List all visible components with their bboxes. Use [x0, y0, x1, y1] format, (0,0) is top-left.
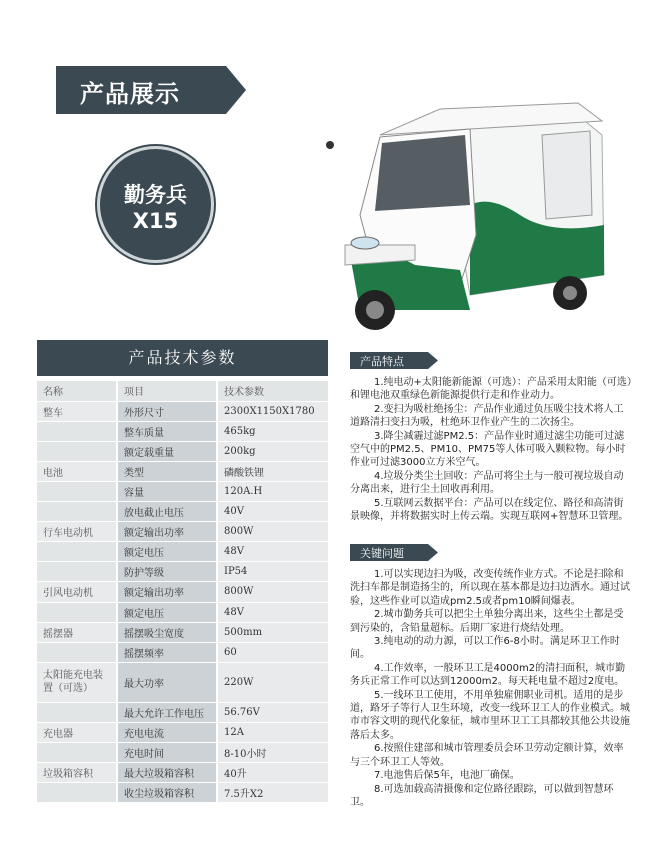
spec-item: 最大功率 [117, 662, 217, 702]
spec-item: 放电截止电压 [117, 502, 217, 522]
spec-row [37, 722, 328, 742]
issues-header [350, 544, 438, 561]
spec-category [37, 562, 117, 582]
spec-item: 摇摆频率 [117, 642, 217, 662]
features-item: 2.变扫为吸杜绝扬尘：产品作业通过负压吸尘技术将人工道路清扫变扫为吸，杜绝环卫作业产生的二次扬尘。 [350, 403, 624, 429]
spec-category: 电池 [37, 461, 117, 481]
spec-row [37, 622, 328, 642]
spec-item: 额定电压 [117, 602, 217, 622]
spec-item: 最大允许工作电压 [117, 702, 217, 722]
spec-item: 防护等级 [117, 562, 217, 582]
spec-row [37, 642, 328, 662]
spec-item: 额定电压 [117, 542, 217, 562]
spec-header-value: 技术参数 [217, 381, 328, 401]
issues-item: 7.电池售后保5年，电池厂确保。 [374, 770, 520, 782]
spec-row [37, 602, 328, 622]
spec-row [37, 582, 328, 602]
spec-item: 整车质量 [117, 421, 217, 441]
features-item: 3.降尘减霾过滤PM2.5：产品作业时通过滤尘功能可过滤空气中的PM2.5、PM10、PM75等人体可吸入颗粒物。每小时作业可过滤3000立方米空气。 [350, 430, 626, 469]
spec-category: 充电器 [37, 722, 117, 742]
product-model: X15 [132, 209, 179, 233]
spec-item: 额定输出功率 [117, 522, 217, 542]
issues-item: 1.可以实现边扫为吸，改变传统作业方式。不论是扫除和洗扫车都是制造扬尘的，所以现在基本都是边扫边洒水。通过试验，这些作业可以造成pm2.5或者pm10瞬间爆表。 [350, 569, 630, 607]
spec-category: 摇摆器 [37, 622, 117, 642]
issues-title: 关键问题 [360, 547, 404, 560]
spec-category [37, 783, 117, 803]
spec-value: 2300X1150X1780 [217, 401, 328, 421]
features-header [350, 352, 438, 369]
spec-item: 额定输出功率 [117, 582, 217, 602]
spec-row [37, 461, 328, 481]
spec-value: 800W [217, 522, 328, 542]
spec-row [37, 702, 328, 722]
spec-row [37, 542, 328, 562]
spec-category [37, 542, 117, 562]
spec-item: 类型 [117, 461, 217, 481]
spec-row [37, 763, 328, 783]
issues-item: 4.工作效率，一般环卫工是4000m2的清扫面积，城市勤务兵正常工作可以达到12000m2。每天耗电量不超过2度电。 [350, 662, 626, 688]
spec-value: 48V [217, 542, 328, 562]
spec-category [37, 743, 117, 763]
spec-header-row [37, 381, 328, 401]
spec-item: 容量 [117, 481, 217, 501]
vehicle-image [320, 95, 620, 335]
issues-item: 3.纯电动的动力源，可以工作6-8小时。满足环卫工作时间。 [350, 636, 620, 661]
spec-row [37, 401, 328, 421]
spec-category [37, 481, 117, 501]
issues-item: 5.一线环卫工使用，不用单独雇佣职业司机。适用的是步道，路牙子等行人卫生环境，改变一线环卫工人的作业模式。城市市容文明的现代化象征，城市里环卫工工具都较其他公共设施落后太多。 [350, 689, 630, 741]
spec-value: 8-10小时 [217, 743, 328, 763]
spec-row [37, 502, 328, 522]
spec-table [37, 381, 328, 803]
issues-list [350, 568, 632, 809]
product-name: 勤务兵 [124, 183, 187, 207]
spec-item: 摇摆吸尘宽度 [117, 622, 217, 642]
spec-value: 500mm [217, 622, 328, 642]
spec-item: 收尘垃圾箱容积 [117, 783, 217, 803]
spec-category [37, 441, 117, 461]
spec-title: 产品技术参数 [37, 340, 328, 376]
spec-row [37, 562, 328, 582]
issues-item: 8.可选加载高清摄像和定位路径跟踪，可以做到智慧环卫。 [350, 783, 614, 808]
spec-item: 充电时间 [117, 743, 217, 763]
features-item: 1.纯电动+太阳能新能源（可选）：产品采用太阳能（可选）和锂电池双重绿色新能源提供行走和作业动力。 [350, 377, 632, 402]
spec-value: 465kg [217, 421, 328, 441]
features-title: 产品特点 [360, 355, 404, 368]
spec-item: 最大垃圾箱容积 [117, 763, 217, 783]
spec-row [37, 481, 328, 501]
spec-category: 行车电动机 [37, 522, 117, 542]
spec-category: 太阳能充电装置（可选） [37, 662, 117, 702]
spec-value: 200kg [217, 441, 328, 461]
features-item: 5.互联网云数据平台：产品可以在线定位、路径和高清街景映像，并将数据实时上传云端。实现互联网+智慧环卫管理。 [350, 497, 629, 523]
spec-category: 整车 [37, 401, 117, 421]
spec-value: 40V [217, 502, 328, 522]
spec-value: 磷酸铁锂 [217, 461, 328, 481]
spec-category: 垃圾箱容积 [37, 763, 117, 783]
spec-value: IP54 [217, 562, 328, 582]
spec-category [37, 642, 117, 662]
features-item: 4.垃圾分类尘土回收：产品可将尘土与一般可视垃圾自动分离出来，进行尘土回收再利用。 [350, 470, 624, 496]
spec-value: 12A [217, 722, 328, 742]
spec-item: 充电电流 [117, 722, 217, 742]
spec-row [37, 743, 328, 763]
spec-row [37, 421, 328, 441]
spec-category [37, 602, 117, 622]
spec-category [37, 502, 117, 522]
spec-category [37, 702, 117, 722]
spec-header-name: 名称 [37, 381, 117, 401]
spec-value: 7.5升X2 [217, 783, 328, 803]
spec-value: 48V [217, 602, 328, 622]
spec-row [37, 522, 328, 542]
spec-row [37, 783, 328, 803]
issues-item: 6.按照住建部和城市管理委员会环卫劳动定额计算，效率与三个环卫工人等效。 [350, 743, 624, 768]
features-list [350, 376, 632, 523]
spec-item: 外形尺寸 [117, 401, 217, 421]
issues-item: 2.城市勤务兵可以把尘土单独分离出来，这些尘土都是受到污染的，含铅量超标。后期厂家进行烧结处理。 [350, 609, 624, 634]
spec-row [37, 441, 328, 461]
spec-item: 额定载重量 [117, 441, 217, 461]
banner-title: 产品展示 [80, 80, 180, 108]
spec-header-item: 项目 [117, 381, 217, 401]
spec-value: 220W [217, 662, 328, 702]
spec-value: 800W [217, 582, 328, 602]
spec-category: 引风电动机 [37, 582, 117, 602]
spec-value: 120A.H [217, 481, 328, 501]
spec-value: 60 [217, 642, 328, 662]
spec-row [37, 662, 328, 702]
spec-value: 40升 [217, 763, 328, 783]
spec-value: 56.76V [217, 702, 328, 722]
product-badge [97, 146, 214, 263]
spec-category [37, 421, 117, 441]
section-banner [56, 66, 246, 114]
